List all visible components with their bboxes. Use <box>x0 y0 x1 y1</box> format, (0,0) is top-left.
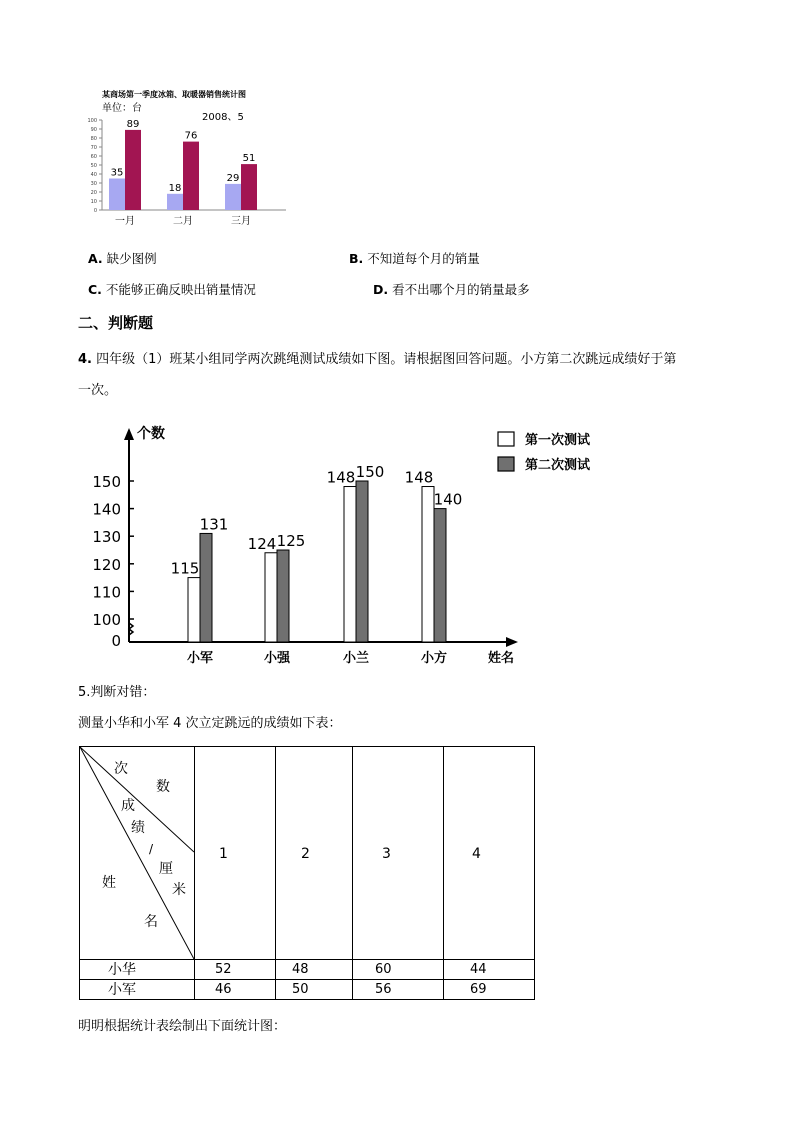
chart2-bar <box>422 487 434 642</box>
table-cell: 60 <box>353 960 444 980</box>
chart2-data-label: 124 <box>247 534 277 553</box>
row-name-xiaohua: 小华 <box>80 960 195 980</box>
chart2-y-axis-arrow <box>124 428 134 440</box>
corner-label-slash: / <box>149 842 154 856</box>
corner-label-ci: 次 <box>114 761 128 777</box>
chart1-data-label: 76 <box>184 130 198 142</box>
option-d-text: 看不出哪个月的销量最多 <box>392 282 530 297</box>
table-corner-cell <box>80 747 195 960</box>
option-b-text: 不知道每个月的销量 <box>367 251 480 266</box>
corner-diagonal-lines <box>80 747 194 959</box>
option-d[interactable] <box>373 281 530 299</box>
jump-scores-table <box>79 746 535 1000</box>
table-cell: 46 <box>195 980 276 1000</box>
question-5-intro: 测量小华和小军 4 次立定跳远的成绩如下表： <box>78 716 342 731</box>
option-b[interactable] <box>349 250 480 268</box>
rope-skipping-bar-chart-svg <box>88 418 628 674</box>
chart2-y-tick-label: 100 <box>92 611 121 629</box>
chart2-category-label: 小军 <box>186 651 214 666</box>
corner-label-xing: 姓 <box>102 875 116 891</box>
table-col-header <box>195 747 276 960</box>
chart2-data-label: 148 <box>326 468 356 487</box>
question-4-line-1 <box>78 351 676 369</box>
table-row <box>80 980 535 1000</box>
table-cell: 56 <box>353 980 444 1000</box>
chart2-bar <box>188 578 200 642</box>
chart1-y-tick-label: 10 <box>90 199 97 205</box>
option-d-letter: D. <box>373 282 389 297</box>
chart1-bar <box>241 164 257 210</box>
question-4-text: 四年级（1）班某小组同学两次跳绳测试成绩如下图。请根据图回答问题。小方第二次跳远成绩好于第 <box>96 352 677 367</box>
option-b-letter: B. <box>349 251 364 266</box>
chart1-y-tick-label: 70 <box>90 145 97 151</box>
chart2-y-axis-title: 个数 <box>137 426 165 442</box>
chart1-category-label: 二月 <box>173 216 193 227</box>
chart2-category-label: 小强 <box>263 651 291 666</box>
chart2-bar <box>277 550 289 642</box>
col-header-2: 2 <box>301 846 310 862</box>
question-5-title: 5.判断对错： <box>78 685 156 700</box>
chart2-legend-label: 第二次测试 <box>525 458 591 473</box>
chart1-y-tick-label: 80 <box>90 136 97 142</box>
option-a[interactable] <box>88 250 157 268</box>
chart1-y-tick-label: 60 <box>90 154 97 160</box>
chart1-data-label: 29 <box>226 172 240 184</box>
chart1-bar <box>109 179 125 211</box>
option-c[interactable] <box>88 281 256 299</box>
chart2-data-label: 115 <box>170 559 200 578</box>
rope-skipping-chart <box>88 418 628 674</box>
chart1-data-label: 51 <box>242 153 256 165</box>
question-5-after-table: 明明根据统计表绘制出下面统计图： <box>78 1019 287 1034</box>
chart2-y-tick-label: 110 <box>92 583 121 602</box>
section-title: 二、判断题 <box>78 314 154 332</box>
chart1-data-label: 35 <box>110 167 124 179</box>
chart2-y-tick-label: 130 <box>92 528 121 547</box>
corner-label-ji: 绩 <box>131 820 145 836</box>
corner-label-li: 厘 <box>159 861 173 877</box>
corner-label-cheng: 成 <box>121 798 135 814</box>
table-col-header <box>444 747 535 960</box>
chart2-y-tick-label: 0 <box>111 632 121 650</box>
corner-label-ming: 名 <box>144 914 158 930</box>
chart1-y-tick-label: 50 <box>90 163 97 169</box>
chart1-y-tick-label: 30 <box>90 181 97 187</box>
question-4-line-2: 一次。 <box>78 383 118 398</box>
option-a-text: 缺少图例 <box>106 251 157 266</box>
chart2-bar <box>200 533 212 642</box>
sales-bar-chart-svg <box>78 82 298 232</box>
chart2-legend-swatch <box>498 432 514 446</box>
chart2-bar <box>344 487 356 642</box>
option-a-letter: A. <box>88 251 103 266</box>
question-4-number: 4. <box>78 352 92 367</box>
chart2-data-label: 150 <box>355 463 385 481</box>
table-cell: 48 <box>276 960 353 980</box>
corner-label-mi: 米 <box>172 882 186 898</box>
chart2-data-label: 140 <box>433 490 463 509</box>
chart1-y-tick-label: 20 <box>90 190 97 196</box>
chart1-title: 某商场第一季度冰箱、取暖器销售统计图 <box>102 90 246 99</box>
chart2-y-tick-label: 120 <box>92 555 121 574</box>
chart1-bar <box>183 142 199 210</box>
chart1-unit-label: 单位：台 <box>102 103 142 114</box>
chart2-x-axis-arrow <box>506 637 518 647</box>
chart1-data-label: 18 <box>168 182 182 194</box>
chart2-category-label: 小兰 <box>342 651 370 666</box>
table-col-header <box>276 747 353 960</box>
option-c-letter: C. <box>88 282 102 297</box>
chart2-bar <box>265 553 277 642</box>
row-name-xiaojun: 小军 <box>80 980 195 1000</box>
chart2-data-label: 125 <box>276 532 306 550</box>
table-header-row <box>80 747 535 960</box>
table-cell: 52 <box>195 960 276 980</box>
chart2-bar <box>434 509 446 642</box>
chart2-y-tick-label: 140 <box>92 500 121 519</box>
chart1-category-label: 三月 <box>231 216 251 227</box>
table-cell: 50 <box>276 980 353 1000</box>
chart2-data-label: 148 <box>404 468 434 487</box>
chart2-data-label: 131 <box>199 515 229 534</box>
col-header-1: 1 <box>219 846 228 862</box>
table-row <box>80 960 535 980</box>
col-header-3: 3 <box>382 846 391 862</box>
chart1-y-tick-label: 40 <box>90 172 97 178</box>
option-c-text: 不能够正确反映出销量情况 <box>105 282 256 297</box>
col-header-4: 4 <box>472 846 481 862</box>
sales-chart <box>78 82 298 232</box>
corner-label-shu: 数 <box>156 779 170 795</box>
chart2-legend-swatch <box>498 457 514 471</box>
chart2-x-axis-title: 姓名 <box>488 651 515 666</box>
chart1-y-tick-label: 0 <box>93 208 97 214</box>
chart2-y-tick-label: 150 <box>92 473 121 491</box>
chart1-y-tick-label: 90 <box>90 127 97 133</box>
chart1-bar <box>125 130 141 210</box>
table-cell: 44 <box>444 960 535 980</box>
chart1-bar <box>167 194 183 210</box>
chart2-category-label: 小方 <box>420 651 448 666</box>
chart1-category-label: 一月 <box>115 216 135 227</box>
chart2-legend-label: 第一次测试 <box>525 433 591 448</box>
chart1-bar <box>225 184 241 210</box>
chart1-date-label: 2008、5 <box>202 112 244 123</box>
chart1-y-tick-label: 100 <box>87 118 97 124</box>
chart1-data-label: 89 <box>126 118 140 130</box>
table-cell: 69 <box>444 980 535 1000</box>
chart2-bar <box>356 481 368 642</box>
table-col-header <box>353 747 444 960</box>
